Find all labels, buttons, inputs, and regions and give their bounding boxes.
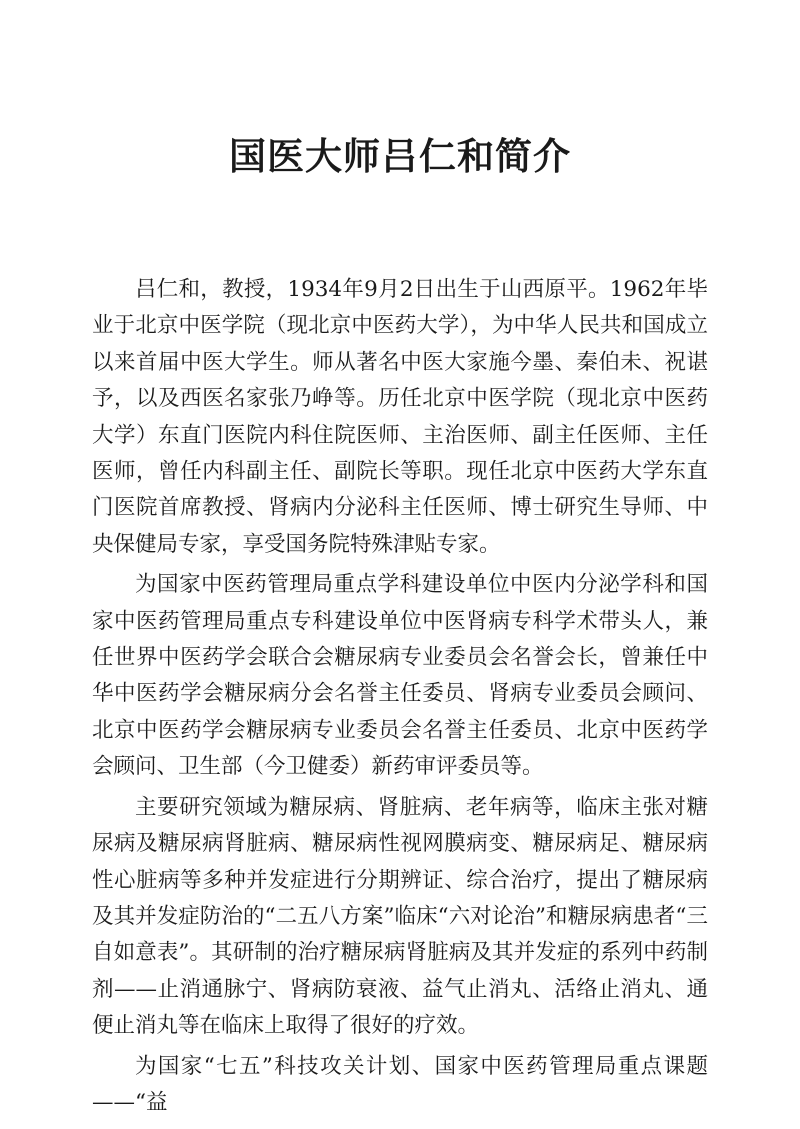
paragraph-projects: 为国家“七五”科技攻关计划、国家中医药管理局重点课题——“益 <box>92 1053 708 1115</box>
paragraph-research: 主要研究领域为糖尿病、肾脏病、老年病等，临床主张对糖尿病及糖尿病肾脏病、糖尿病性视网膜病变、糖尿病足、糖尿病性心脏病等多种并发症进行分期辨证、综合治疗，提出了糖尿病及其并发症防治的“二五八方案”临床“六对论治”和糖尿病患者“三自如意表”。其研制的治疗糖尿病肾脏病及其并发症的系列中药制剂——止消通脉宁、肾病防衰液、益气止消丸、活络止消丸、通便止消丸等在临床上取得了很好的疗效。 <box>92 794 708 1039</box>
page-title: 国医大师吕仁和简介 <box>229 135 571 178</box>
document-body <box>92 272 708 1125</box>
paragraph-positions: 为国家中医药管理局重点学科建设单位中医内分泌学科和国家中医药管理局重点专科建设单位中医肾病专科学术带头人，兼任世界中医药学会联合会糖尿病专业委员会名誉会长，曾兼任中华中医药学会糖尿病分会名誉主任委员、肾病专业委员会顾问、北京中医药学会糖尿病专业委员会名誉主任委员、北京中医药学会顾问、卫生部（今卫健委）新药审评委员等。 <box>92 572 708 780</box>
paragraph-biography: 吕仁和，教授，1934年9月2日出生于山西原平。1962年毕业于北京中医学院（现北京中医药大学），为中华人民共和国成立以来首届中医大学生。师从著名中医大家施今墨、秦伯未、祝谌予，以及西医名家张乃峥等。历任北京中医学院（现北京中医药大学）东直门医院内科住院医师、主治医师、副主任医师、主任医师，曾任内科副主任、副院长等职。现任北京中医药大学东直门医院首席教授、肾病内分泌科主任医师、博士研究生导师、中央保健局专家，享受国务院特殊津贴专家。 <box>92 277 708 557</box>
